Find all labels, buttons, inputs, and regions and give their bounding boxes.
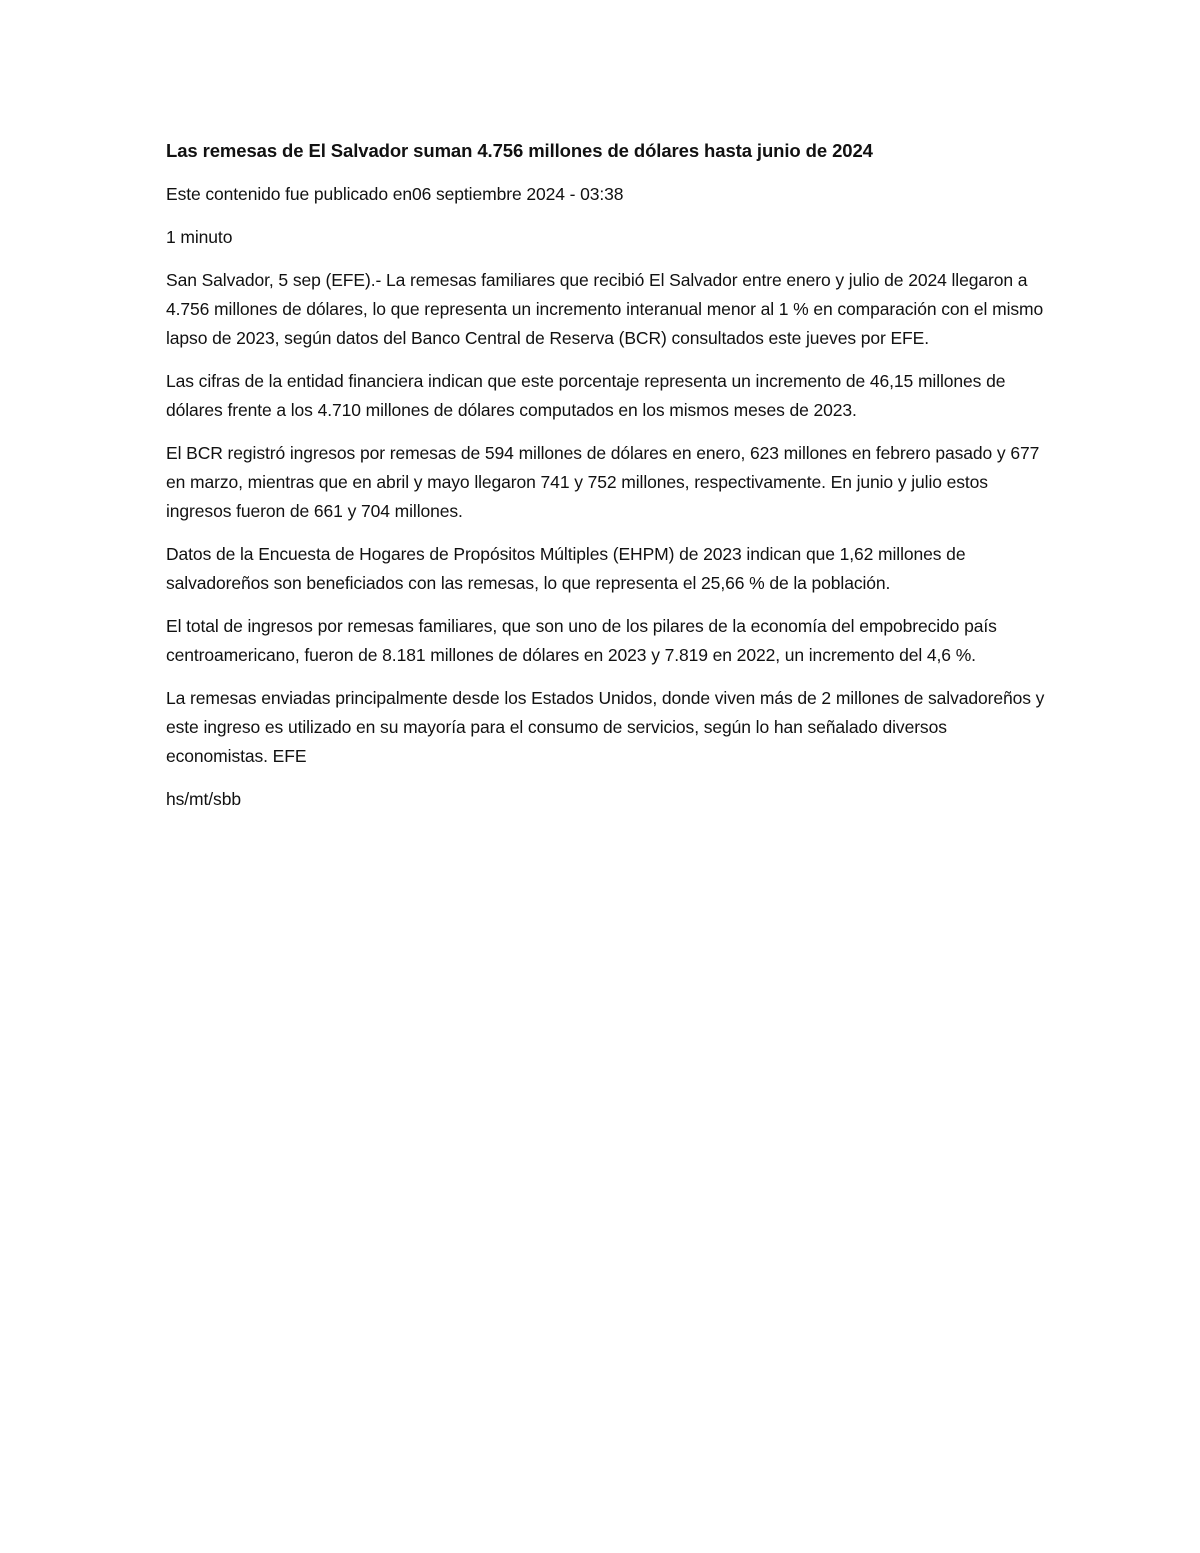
read-time: 1 minuto bbox=[166, 227, 233, 247]
author-signoff: hs/mt/sbb bbox=[166, 789, 241, 809]
paragraph-origin: La remesas enviadas principalmente desde los Estados Unidos, donde viven más de 2 millones de salvadoreños y este ingreso es utilizado en su mayoría para el consumo de servicios, según lo han señalado diversos economistas. EFE bbox=[166, 688, 1045, 766]
article-title: Las remesas de El Salvador suman 4.756 millones de dólares hasta junio de 2024 bbox=[166, 140, 873, 161]
publication-date: Este contenido fue publicado en06 septiembre 2024 - 03:38 bbox=[166, 184, 624, 204]
paragraph-monthly: El BCR registró ingresos por remesas de 594 millones de dólares en enero, 623 millones en febrero pasado y 677 en marzo, mientras que en abril y mayo llegaron 741 y 752 millones, respectivamente. En junio y julio estos ingresos fueron de 661 y 704 millones. bbox=[166, 443, 1040, 521]
paragraph-figures: Las cifras de la entidad financiera indican que este porcentaje representa un incremento de 46,15 millones de dólares frente a los 4.710 millones de dólares computados en los mismos meses de 2023. bbox=[166, 371, 1006, 420]
article-body bbox=[166, 136, 1046, 828]
paragraph-survey: Datos de la Encuesta de Hogares de Propósitos Múltiples (EHPM) de 2023 indican que 1,62 millones de salvadoreños son beneficiados con las remesas, lo que representa el 25,66 % de la población. bbox=[166, 544, 966, 593]
paragraph-totals: El total de ingresos por remesas familiares, que son uno de los pilares de la economía del empobrecido país centroamericano, fueron de 8.181 millones de dólares en 2023 y 7.819 en 2022, un incremento del 4,6 %. bbox=[166, 616, 997, 665]
paragraph-lead: San Salvador, 5 sep (EFE).- La remesas familiares que recibió El Salvador entre enero y julio de 2024 llegaron a 4.756 millones de dólares, lo que representa un incremento interanual menor al 1 % en comparación con el mismo lapso de 2023, según datos del Banco Central de Reserva (BCR) consultados este jueves por EFE. bbox=[166, 270, 1044, 348]
